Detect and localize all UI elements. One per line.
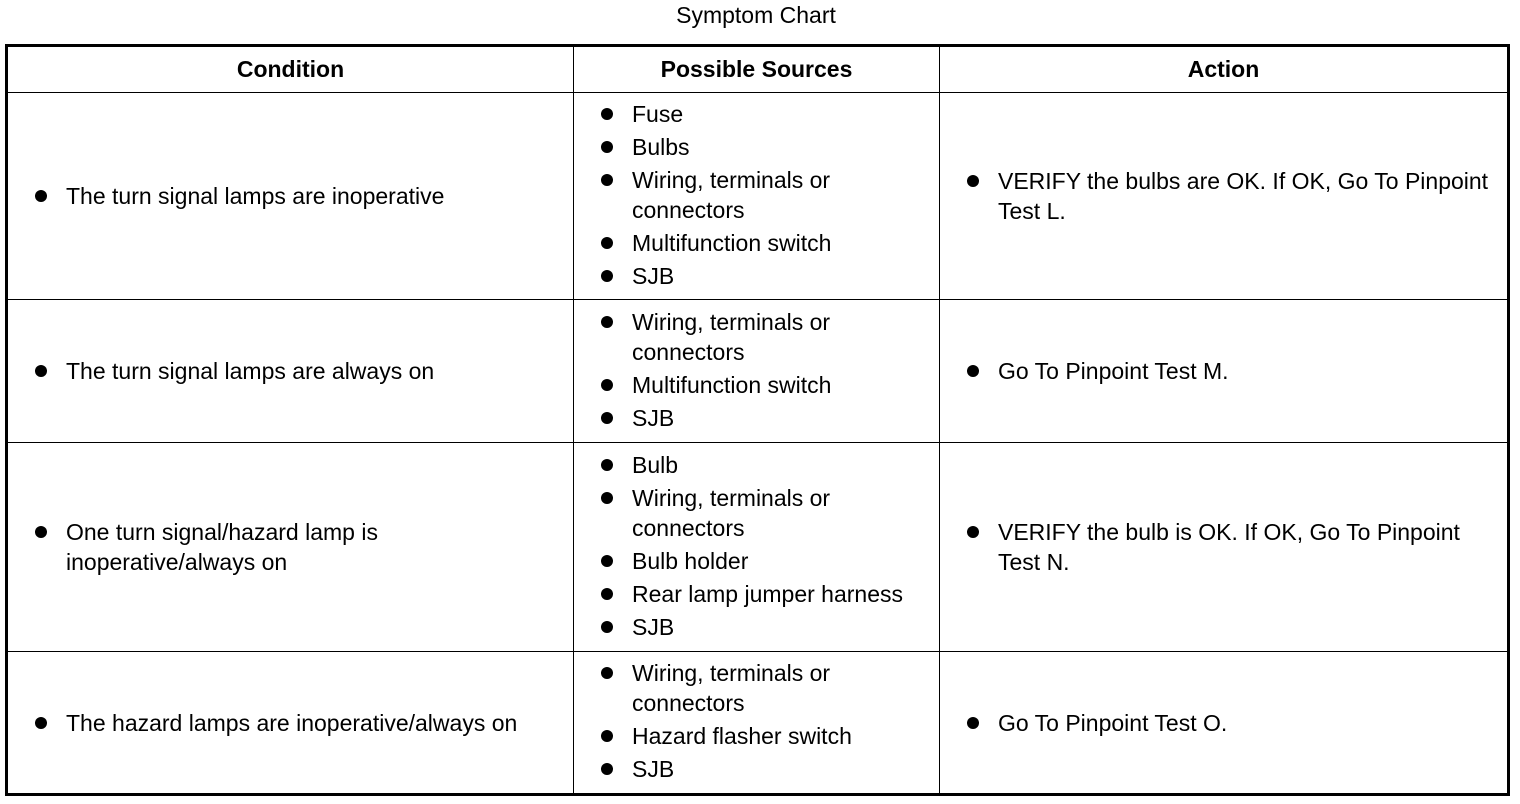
bullet-icon <box>35 717 47 729</box>
action-cell <box>940 652 1509 795</box>
bullet-icon <box>967 526 979 538</box>
condition-cell <box>7 443 574 652</box>
bullet-icon <box>601 174 613 186</box>
bullet-icon <box>601 730 613 742</box>
bullet-icon <box>601 270 613 282</box>
bullet-icon <box>601 459 613 471</box>
bullet-icon <box>601 379 613 391</box>
table-header-row <box>7 46 1509 93</box>
source-item: Wiring, terminals or connectors <box>574 658 939 718</box>
bullet-icon <box>35 526 47 538</box>
action-cell <box>940 300 1509 443</box>
action-item: Go To Pinpoint Test O. <box>940 708 1507 738</box>
source-item: Bulbs <box>574 132 939 162</box>
action-cell <box>940 93 1509 300</box>
bullet-icon <box>601 492 613 504</box>
condition-cell <box>7 93 574 300</box>
source-item: SJB <box>574 261 939 291</box>
table-row <box>7 300 1509 443</box>
action-item: Go To Pinpoint Test M. <box>940 356 1507 386</box>
source-item: Fuse <box>574 99 939 129</box>
table-row <box>7 652 1509 795</box>
table-row <box>7 443 1509 652</box>
action-item: VERIFY the bulb is OK. If OK, Go To Pinpoint Test N. <box>940 517 1507 577</box>
bullet-icon <box>967 717 979 729</box>
bullet-icon <box>35 365 47 377</box>
condition-item: One turn signal/hazard lamp is inoperative/always on <box>8 517 573 577</box>
source-item: Wiring, terminals or connectors <box>574 165 939 225</box>
source-item: Rear lamp jumper harness <box>574 579 939 609</box>
header-action: Action <box>940 46 1509 93</box>
bullet-icon <box>601 621 613 633</box>
source-item: Wiring, terminals or connectors <box>574 483 939 543</box>
chart-title: Symptom Chart <box>676 2 836 28</box>
bullet-icon <box>601 108 613 120</box>
condition-item: The turn signal lamps are always on <box>8 356 573 386</box>
source-item: Wiring, terminals or connectors <box>574 307 939 367</box>
condition-cell <box>7 300 574 443</box>
bullet-icon <box>601 412 613 424</box>
action-cell <box>940 443 1509 652</box>
condition-item: The hazard lamps are inoperative/always on <box>8 708 573 738</box>
source-item: SJB <box>574 612 939 642</box>
source-item: SJB <box>574 403 939 433</box>
condition-cell <box>7 652 574 795</box>
bullet-icon <box>601 588 613 600</box>
source-item: Hazard flasher switch <box>574 721 939 751</box>
bullet-icon <box>967 365 979 377</box>
condition-item: The turn signal lamps are inoperative <box>8 181 573 211</box>
header-possible-sources: Possible Sources <box>574 46 940 93</box>
source-item: SJB <box>574 754 939 784</box>
bullet-icon <box>601 237 613 249</box>
sources-cell <box>574 652 940 795</box>
source-item: Bulb <box>574 450 939 480</box>
action-item: VERIFY the bulbs are OK. If OK, Go To Pinpoint Test L. <box>940 166 1507 226</box>
bullet-icon <box>601 141 613 153</box>
source-item: Bulb holder <box>574 546 939 576</box>
symptom-table <box>5 44 1510 796</box>
source-item: Multifunction switch <box>574 370 939 400</box>
source-item: Multifunction switch <box>574 228 939 258</box>
header-condition: Condition <box>7 46 574 93</box>
bullet-icon <box>601 555 613 567</box>
bullet-icon <box>35 190 47 202</box>
bullet-icon <box>967 175 979 187</box>
table-row <box>7 93 1509 300</box>
bullet-icon <box>601 667 613 679</box>
bullet-icon <box>601 316 613 328</box>
bullet-icon <box>601 763 613 775</box>
sources-cell <box>574 443 940 652</box>
sources-cell <box>574 93 940 300</box>
sources-cell <box>574 300 940 443</box>
